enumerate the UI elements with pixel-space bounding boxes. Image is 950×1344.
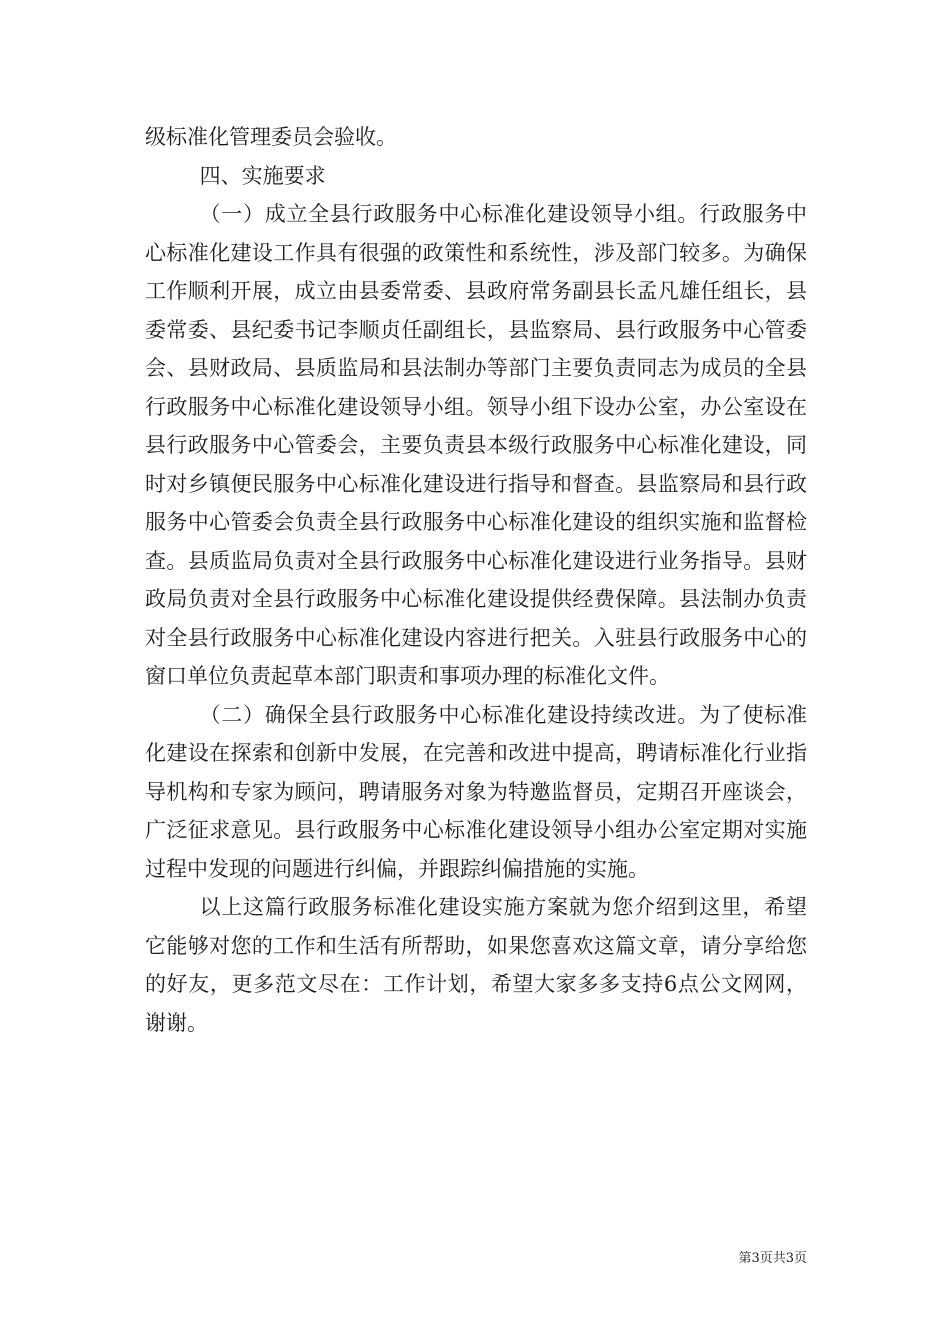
paragraph-continuation: 级标准化管理委员会验收。 (145, 125, 397, 149)
document-body (145, 118, 807, 1042)
page-number-footer: 第3页共3页 (738, 1251, 807, 1266)
section-heading: 四、实施要求 (199, 163, 326, 188)
paragraph-closing: 以上这篇行政服务标准化建设实施方案就为您介绍到这里，希望它能够对您的工作和生活有所帮助，如果您喜欢这篇文章，请分享给您的好友，更多范文尽在：工作计划，希望大家多多支持6点公文网网，谢谢。 (145, 895, 807, 1035)
paragraph-leadership-group: （一）成立全县行政服务中心标准化建设领导小组。行政服务中心标准化建设工作具有很强的政策性和系统性，涉及部门较多。为确保工作顺利开展，成立由县委常委、县政府常务副县长孟凡雄任组长，县委常委、县纪委书记李顺贞任副组长，县监察局、县行政服务中心管委会、县财政局、县质监局和县法制办等部门主要负责同志为成员的全县行政服务中心标准化建设领导小组。领导小组下设办公室，办公室设在县行政服务中心管委会，主要负责县本级行政服务中心标准化建设，同时对乡镇便民服务中心标准化建设进行指导和督查。县监察局和县行政服务中心管委会负责全县行政服务中心标准化建设的组织实施和监督检查。县质监局负责对全县行政服务中心标准化建设进行业务指导。县财政局负责对全县行政服务中心标准化建设提供经费保障。县法制办负责对全县行政服务中心标准化建设内容进行把关。入驻县行政服务中心的窗口单位负责起草本部门职责和事项办理的标准化文件。 (145, 202, 807, 688)
paragraph-continuous-improvement: （二）确保全县行政服务中心标准化建设持续改进。为了使标准化建设在探索和创新中发展，在完善和改进中提高，聘请标准化行业指导机构和专家为顾问，聘请服务对象为特邀监督员，定期召开座谈会，广泛征求意见。县行政服务中心标准化建设领导小组办公室定期对实施过程中发现的问题进行纠偏，并跟踪纠偏措施的实施。 (145, 702, 807, 881)
